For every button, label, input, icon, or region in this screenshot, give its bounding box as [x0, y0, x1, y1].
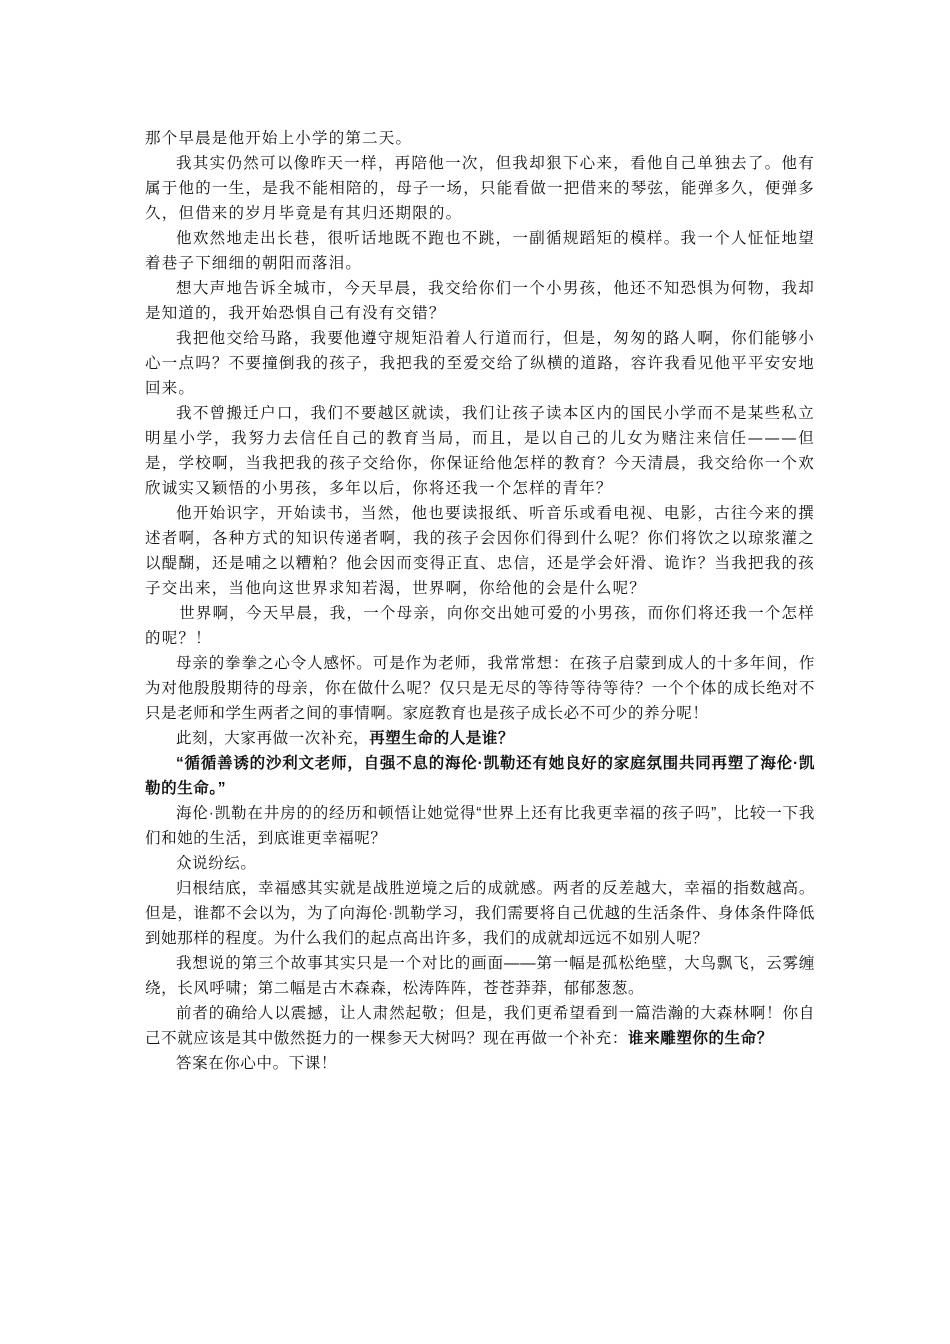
document-body: [145, 126, 815, 1076]
paragraph: 众说纷纭。: [176, 855, 257, 872]
paragraph: 母亲的拳拳之心令人感怀。可是作为老师，我常常想：在孩子启蒙到成人的十多年间，作为对他殷殷期待的母亲，你在做什么呢？仅只是无尽的等待等待等待？一个个体的成长绝对不只是老师和学生两者之间的事情啊。家庭教育也是孩子成长必不可少的养分呢！: [145, 655, 815, 722]
paragraph: 那个早晨是他开始上小学的第二天。: [145, 129, 413, 147]
paragraph: [145, 1001, 815, 1051]
paragraph: 我想说的第三个故事其实只是一个对比的画面——第一幅是孤松绝壁，大鸟飘飞，云雾缠绕，长风呼啸；第二幅是古木森森，松涛阵阵，苍苍莽莽，郁郁葱葱。: [145, 955, 815, 997]
paragraph: [145, 726, 815, 751]
paragraph: 海伦·凯勒在井房的的经历和顿悟让她觉得“世界上还有比我更幸福的孩子吗”，比较一下我们和她的生活，到底谁更幸福呢？: [145, 805, 815, 847]
emphasis-question: 谁来雕塑你的生命？: [628, 1030, 773, 1047]
quote-paragraph: “循循善诱的沙利文老师，自强不息的海伦·凯勒还有她良好的家庭氛围共同再塑了海伦·凯勒的生命。”: [145, 755, 815, 797]
paragraph: 我不曾搬迁户口，我们不要越区就读，我们让孩子读本区内的国民小学而不是某些私立明星小学，我努力去信任自己的教育当局，而且，是以自己的儿女为赌注来信任———但是，学校啊，当我把我的孩子交给你，你保证给他怎样的教育？今天清晨，我交给你一个欢欣诚实又颖悟的小男孩，多年以后，你将还我一个怎样的青年？: [145, 404, 815, 497]
paragraph: 他欢然地走出长巷，很听话地既不跑也不跳，一副循规蹈矩的模样。我一个人怔怔地望着巷子下细细的朝阳而落泪。: [145, 229, 815, 272]
paragraph-text: 前者的确给人以震撼，让人肃然起敬；但是，我们更希望看到一篇浩瀚的大森林啊！你自己不就应该是其中傲然挺力的一棵参天大树吗？现在再做一个补充：: [145, 1005, 815, 1047]
paragraph: 他开始识字，开始读书，当然，他也要读报纸、听音乐或看电视、电影，古往今来的撰述者啊，各种方式的知识传递者啊，我的孩子会因你们得到什么呢？你们将饮之以琼浆灌之以醍醐，还是哺之以糟粕？他会因而变得正直、忠信，还是学会奸滑、诡诈？当我把我的孩子交出来，当他向这世界求知若渴，世界啊，你给他的会是什么呢？: [145, 504, 815, 597]
emphasis-question: 再塑生命的人是谁？: [369, 730, 515, 747]
paragraph: 想大声地告诉全城市，今天早晨，我交给你们一个小男孩，他还不知恐惧为何物，我却是知道的，我开始恐惧自己有没有交错？: [145, 279, 815, 322]
paragraph-text: 此刻，大家再做一次补充，: [176, 730, 370, 747]
paragraph: 我其实仍然可以像昨天一样，再陪他一次，但我却狠下心来，看他自己单独去了。他有属于他的一生，是我不能相陪的，母子一场，只能看做一把借来的琴弦，能弹多久，便弹多久，但借来的岁月毕竟是有其归还期限的。: [145, 154, 815, 222]
paragraph: 答案在你心中。下课！: [176, 1055, 338, 1072]
paragraph: 我把他交给马路，我要他遵守规矩沿着人行道而行，但是，匆匆的路人啊，你们能够小心一点吗？不要撞倒我的孩子，我把我的至爱交给了纵横的道路，容许我看见他平平安安地回来。: [145, 329, 815, 397]
paragraph: 世界啊，今天早晨，我，一个母亲，向你交出她可爱的小男孩，而你们将还我一个怎样的呢？！: [145, 604, 815, 647]
paragraph: 归根结底，幸福感其实就是战胜逆境之后的成就感。两者的反差越大，幸福的指数越高。但是，谁都不会以为，为了向海伦·凯勒学习，我们需要将自己优越的生活条件、身体条件降低到她那样的程度。为什么我们的起点高出许多，我们的成就却远远不如别人呢？: [145, 880, 815, 947]
